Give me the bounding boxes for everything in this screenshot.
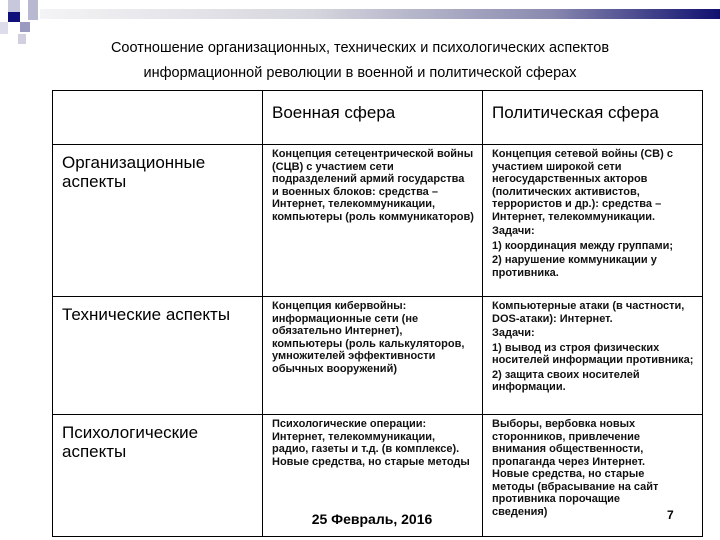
cell-text: 2) нарушение коммуникации у противника. [492, 254, 657, 279]
political-cell [483, 297, 703, 415]
cell-text: 1) вывод из строя физических носителей информации противника; [492, 341, 694, 366]
table-header-row [53, 91, 703, 145]
slide-date: 25 Февраль, 2016 [311, 511, 433, 527]
cell-text: 2) защита своих носителей информации. [492, 368, 640, 393]
cell-text: Компьютерные атаки (в частности, DOS-атаки): Интернет. [492, 300, 685, 325]
political-cell [483, 145, 703, 297]
header-political: Политическая сфера [483, 91, 703, 145]
row-label: Психологические аспекты [53, 415, 263, 537]
table-row [53, 145, 703, 297]
cell-text: Психологические операции: Интернет, телекоммуникации, радио, газеты и т.д. (в комплексе). Новые средства, но старые методы [272, 418, 470, 468]
cell-text: Выборы, вербовка новых сторонников, привлечение внимания общественности, пропаганда через Интернет. Новые средства, но старые методы (вбрасывание на сайт противника порочащие сведения) [492, 418, 659, 518]
aspects-table [52, 90, 703, 537]
cell-text: Концепция кибервойны: информационные сети (не обязательно Интернет), компьютеры (роль калькуляторов, умножителей эффективности обычных вооружений) [272, 300, 465, 375]
cell-text: 1) координация между группами; [492, 239, 674, 252]
military-cell [263, 297, 483, 415]
cell-text: Концепция сетецентрической войны (СЦВ) с участием сети подразделений армий государства и военных блоков: средства – Интернет, телекоммуникации, компьютеры (роль коммуникаторов) [272, 148, 474, 223]
cell-text: Задачи: [492, 225, 535, 237]
slide-title [0, 36, 720, 86]
cell-text: Задачи: [492, 327, 535, 339]
military-cell [263, 145, 483, 297]
header-military: Военная сфера [263, 91, 483, 145]
table-row [53, 297, 703, 415]
title-line-2: информационной революции в военной и политической сферах [143, 65, 577, 81]
header-gradient-bar [40, 9, 720, 19]
title-line-1: Соотношение организационных, технических и психологических аспектов [110, 40, 610, 56]
row-label: Технические аспекты [53, 297, 263, 415]
cell-text: Концепция сетевой войны (СВ) с участием широкой сети негосударственных акторов (политических активистов, террористов и др.): средства – Интернет, телекоммуникации. [492, 148, 673, 223]
header-empty [53, 91, 263, 145]
row-label: Организационные аспекты [53, 145, 263, 297]
slide-number: 7 [667, 508, 674, 522]
